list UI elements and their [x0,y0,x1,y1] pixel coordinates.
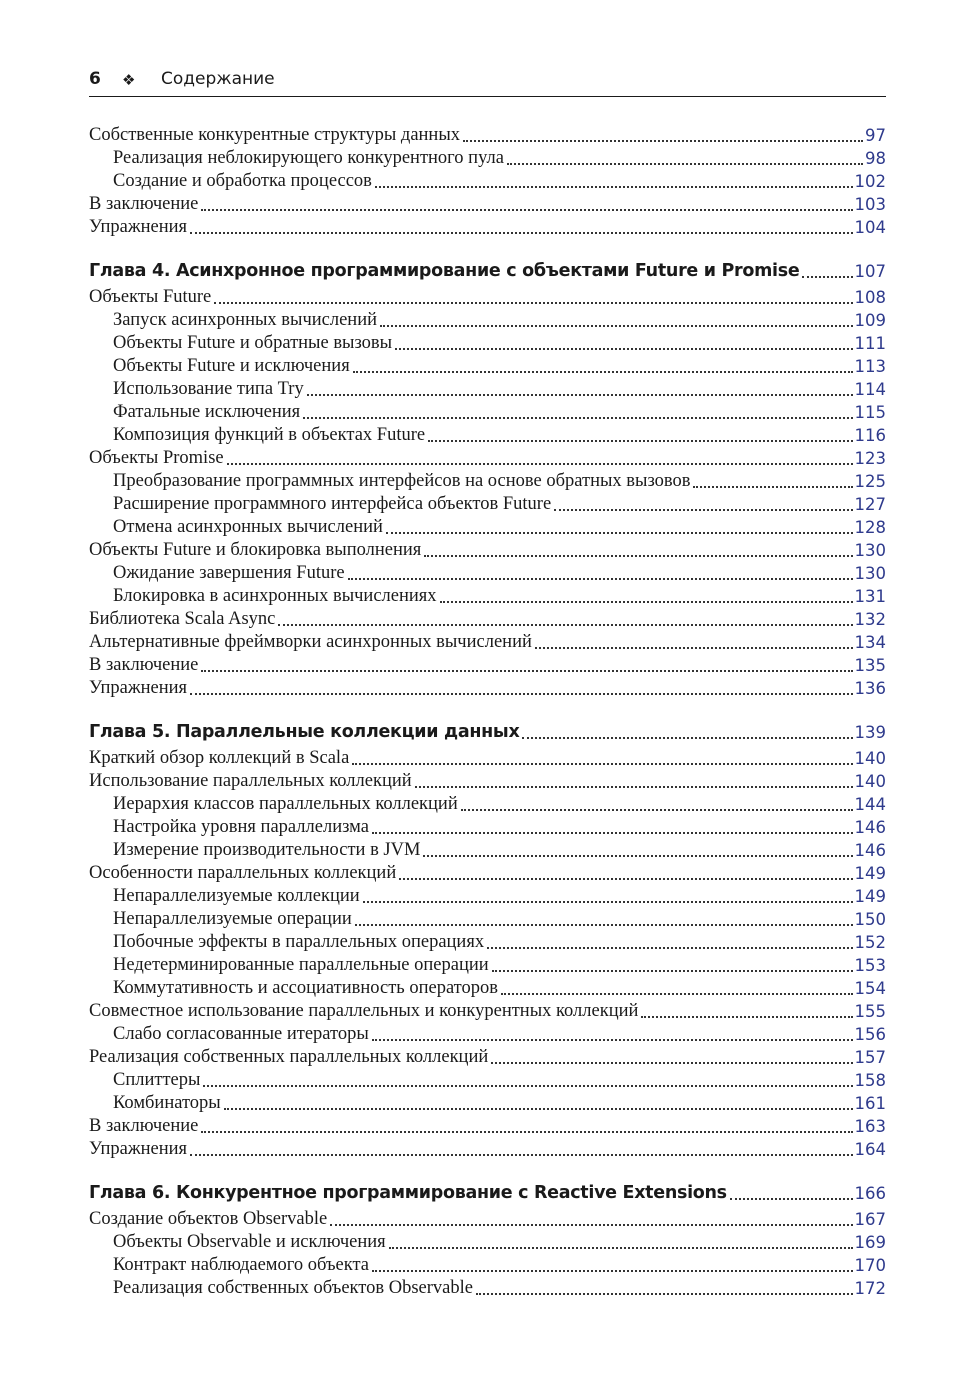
toc-entry-title: В заключение [89,1116,199,1136]
toc-entry [89,147,886,170]
toc-entry [89,839,886,862]
toc-entry-title: Измерение производительности в JVM [113,840,421,860]
toc-entry-title: Глава 6. Конкурентное программирование с Reactive Extensions [89,1183,727,1203]
page [89,60,886,1298]
dot-leader [372,1039,853,1041]
toc-entry-page: 128 [854,518,886,537]
toc-entry-title: Создание и обработка процессов [113,171,372,191]
toc-entry [89,1092,886,1115]
toc-entry [89,885,886,908]
dot-leader [399,878,852,880]
toc-entry-page: 166 [854,1184,886,1203]
toc-entry-title: Использование типа Try [113,379,304,399]
dot-leader [278,624,852,626]
dot-leader [476,1293,853,1295]
toc-entry-page: 130 [854,564,886,583]
toc-entry-page: 97 [865,126,886,145]
toc-entry [89,378,886,401]
toc-entry-title: Использование параллельных коллекций [89,771,412,791]
toc-entry-page: 127 [854,495,886,514]
toc-entry [89,954,886,977]
toc-entry [89,654,886,677]
toc-entry-page: 172 [854,1279,886,1298]
toc-entry-title: Собственные конкурентные структуры данных [89,125,461,145]
toc-entry [89,977,886,1000]
dot-leader [307,394,853,396]
dot-leader [428,440,852,442]
toc-entry-page: 161 [854,1094,886,1113]
toc-entry-page: 169 [854,1233,886,1252]
dot-leader [353,371,853,373]
dot-leader [641,1016,852,1018]
toc-entry-title: Упражнения [89,678,188,698]
toc-entry-page: 107 [854,262,886,281]
toc-entry [89,516,886,539]
toc-entry-title: В заключение [89,655,199,675]
ornament-icon: ❖ [122,71,136,89]
toc-entry-page: 150 [854,910,886,929]
dot-leader [492,970,853,972]
toc-entry [89,677,886,700]
toc-entry-page: 116 [854,426,886,445]
toc-entry-page: 164 [854,1140,886,1159]
dot-leader [227,463,853,465]
toc-chapter [89,1182,886,1205]
toc-entry-title: Объекты Future и исключения [113,356,350,376]
toc-entry [89,401,886,424]
toc-entry-title: Краткий обзор коллекций в Scala [89,748,350,768]
dot-leader [363,901,853,903]
toc-entry-page: 131 [854,587,886,606]
toc-entry-page: 170 [854,1256,886,1275]
toc-entry-title: Отмена асинхронных вычислений [113,517,383,537]
toc-entry-page: 152 [854,933,886,952]
toc-entry-page: 104 [854,218,886,237]
dot-leader [330,1224,852,1226]
toc-entry [89,908,886,931]
toc-entry-page: 149 [854,864,886,883]
toc-entry [89,1046,886,1069]
toc-entry-title: Недетерминированные параллельные операции [113,955,489,975]
dot-leader [423,855,852,857]
toc-entry [89,1000,886,1023]
toc-entry-page: 140 [854,772,886,791]
dot-leader [201,1131,852,1133]
toc-entry-page: 139 [854,723,886,742]
toc-entry [89,193,886,216]
dot-leader [389,1247,853,1249]
toc-entry-page: 103 [854,195,886,214]
toc-entry-title: Реализация неблокирующего конкурентного пула [113,148,504,168]
dot-leader [415,786,853,788]
toc-entry [89,470,886,493]
toc-entry-title: Библиотека Scala Async [89,609,276,629]
toc-entry [89,1138,886,1161]
dot-leader [535,647,853,649]
toc-entry-page: 134 [854,633,886,652]
toc-entry-page: 102 [854,172,886,191]
dot-leader [203,1085,852,1087]
toc-entry-page: 146 [854,841,886,860]
dot-leader [461,809,853,811]
toc-entry-page: 163 [854,1117,886,1136]
toc-entry-title: Глава 5. Параллельные коллекции данных [89,722,520,742]
toc-entry [89,424,886,447]
toc-entry-page: 111 [854,334,886,353]
dot-leader [214,302,852,304]
dot-leader [348,578,853,580]
toc-entry-title: Контракт наблюдаемого объекта [113,1255,370,1275]
dot-leader [190,232,852,234]
toc-entry [89,493,886,516]
dot-leader [201,209,852,211]
dot-leader [730,1198,853,1200]
toc-entry-title: Расширение программного интерфейса объектов Future [113,494,552,514]
toc-chapter [89,260,886,283]
toc-entry [89,332,886,355]
toc-entry [89,170,886,193]
dot-leader [463,140,863,142]
toc-entry [89,309,886,332]
toc-entry-title: Совместное использование параллельных и конкурентных коллекций [89,1001,639,1021]
toc-entry [89,216,886,239]
toc-entry [89,793,886,816]
toc-entry-title: Реализация собственных объектов Observable [113,1278,473,1298]
dot-leader [386,532,853,534]
toc-entry [89,1254,886,1277]
toc-entry-title: Объекты Promise [89,448,224,468]
toc-entry-title: Объекты Observable и исключения [113,1232,386,1252]
toc-entry-page: 130 [854,541,886,560]
dot-leader [372,1270,852,1272]
toc-entry-page: 156 [854,1025,886,1044]
toc-entry-page: 146 [854,818,886,837]
toc-entry-title: Коммутативность и ассоциативность операторов [113,978,499,998]
dot-leader [395,348,852,350]
dot-leader [424,555,852,557]
toc-entry-title: Непараллелизуемые коллекции [113,886,360,906]
toc-entry-title: Фатальные исключения [113,402,301,422]
dot-leader [693,486,852,488]
dot-leader [190,693,852,695]
toc-entry-title: Сплиттеры [113,1070,201,1090]
toc-entry-title: Упражнения [89,1139,188,1159]
toc-entry-title: Слабо согласованные итераторы [113,1024,369,1044]
toc-entry-title: Реализация собственных параллельных коллекций [89,1047,489,1067]
dot-leader [802,276,852,278]
page-number: 6 [89,69,101,89]
toc-entry-page: 98 [865,149,886,168]
toc-entry [89,631,886,654]
toc-entry-page: 153 [854,956,886,975]
toc-entry [89,355,886,378]
toc-entry-title: Объекты Future и обратные вызовы [113,333,393,353]
dot-leader [501,993,852,995]
toc-entry [89,931,886,954]
toc-entry-page: 108 [854,288,886,307]
running-title: Содержание [161,69,275,89]
toc-entry [89,539,886,562]
toc-entry-title: Побочные эффекты в параллельных операциях [113,932,485,952]
toc-entry [89,816,886,839]
toc-entry [89,1115,886,1138]
toc-entry-page: 167 [854,1210,886,1229]
toc-entry-page: 154 [854,979,886,998]
toc-entry-title: Объекты Future и блокировка выполнения [89,540,422,560]
dot-leader [522,737,852,739]
toc-entry [89,1231,886,1254]
dot-leader [507,163,863,165]
dot-leader [375,186,853,188]
dot-leader [491,1062,852,1064]
toc-entry-page: 114 [854,380,886,399]
toc-entry-page: 135 [854,656,886,675]
toc-entry-title: Непараллелизуемые операции [113,909,352,929]
dot-leader [352,763,852,765]
toc-entry [89,562,886,585]
toc-entry-page: 123 [854,449,886,468]
toc-entry [89,1277,886,1300]
running-header [89,60,886,97]
toc-entry-title: Комбинаторы [113,1093,221,1113]
dot-leader [190,1154,852,1156]
toc-entry-title: Альтернативные фреймворки асинхронных вычислений [89,632,532,652]
toc-entry [89,1023,886,1046]
dot-leader [355,924,853,926]
toc-entry-title: Преобразование программных интерфейсов на основе обратных вызовов [113,471,691,491]
toc-entry-page: 149 [854,887,886,906]
dot-leader [372,832,853,834]
dot-leader [487,947,852,949]
toc-entry-title: В заключение [89,194,199,214]
toc-entry-page: 140 [854,749,886,768]
dot-leader [303,417,852,419]
toc-entry-title: Ожидание завершения Future [113,563,345,583]
toc-entry-title: Запуск асинхронных вычислений [113,310,378,330]
toc-entry-title: Объекты Future [89,287,212,307]
toc-entry-page: 144 [854,795,886,814]
toc-entry-page: 155 [854,1002,886,1021]
toc-entry-page: 157 [854,1048,886,1067]
toc-entry [89,862,886,885]
toc-entry-title: Иерархия классов параллельных коллекций [113,794,458,814]
toc-entry [89,608,886,631]
toc-entry [89,747,886,770]
toc-entry-title: Композиция функций в объектах Future [113,425,426,445]
dot-leader [554,509,852,511]
toc-entry [89,585,886,608]
toc-entry [89,124,886,147]
toc-entry [89,770,886,793]
toc-entry [89,286,886,309]
toc-entry-page: 109 [854,311,886,330]
toc-chapter [89,721,886,744]
toc-entry-page: 125 [854,472,886,491]
toc-entry-title: Упражнения [89,217,188,237]
toc-entry [89,1208,886,1231]
toc-entry-page: 113 [854,357,886,376]
toc-entry-page: 158 [854,1071,886,1090]
toc-entry-title: Глава 4. Асинхронное программирование с объектами Future и Promise [89,261,800,281]
toc-entry-title: Настройка уровня параллелизма [113,817,369,837]
toc-entry [89,447,886,470]
toc-entry-title: Особенности параллельных коллекций [89,863,397,883]
dot-leader [380,325,852,327]
toc-entry-title: Создание объектов Observable [89,1209,328,1229]
toc-entry-page: 132 [854,610,886,629]
toc-entry-page: 115 [854,403,886,422]
toc-entry-page: 136 [854,679,886,698]
toc-entry-title: Блокировка в асинхронных вычислениях [113,586,437,606]
toc-entry [89,1069,886,1092]
dot-leader [224,1108,853,1110]
dot-leader [201,670,852,672]
dot-leader [440,601,853,603]
